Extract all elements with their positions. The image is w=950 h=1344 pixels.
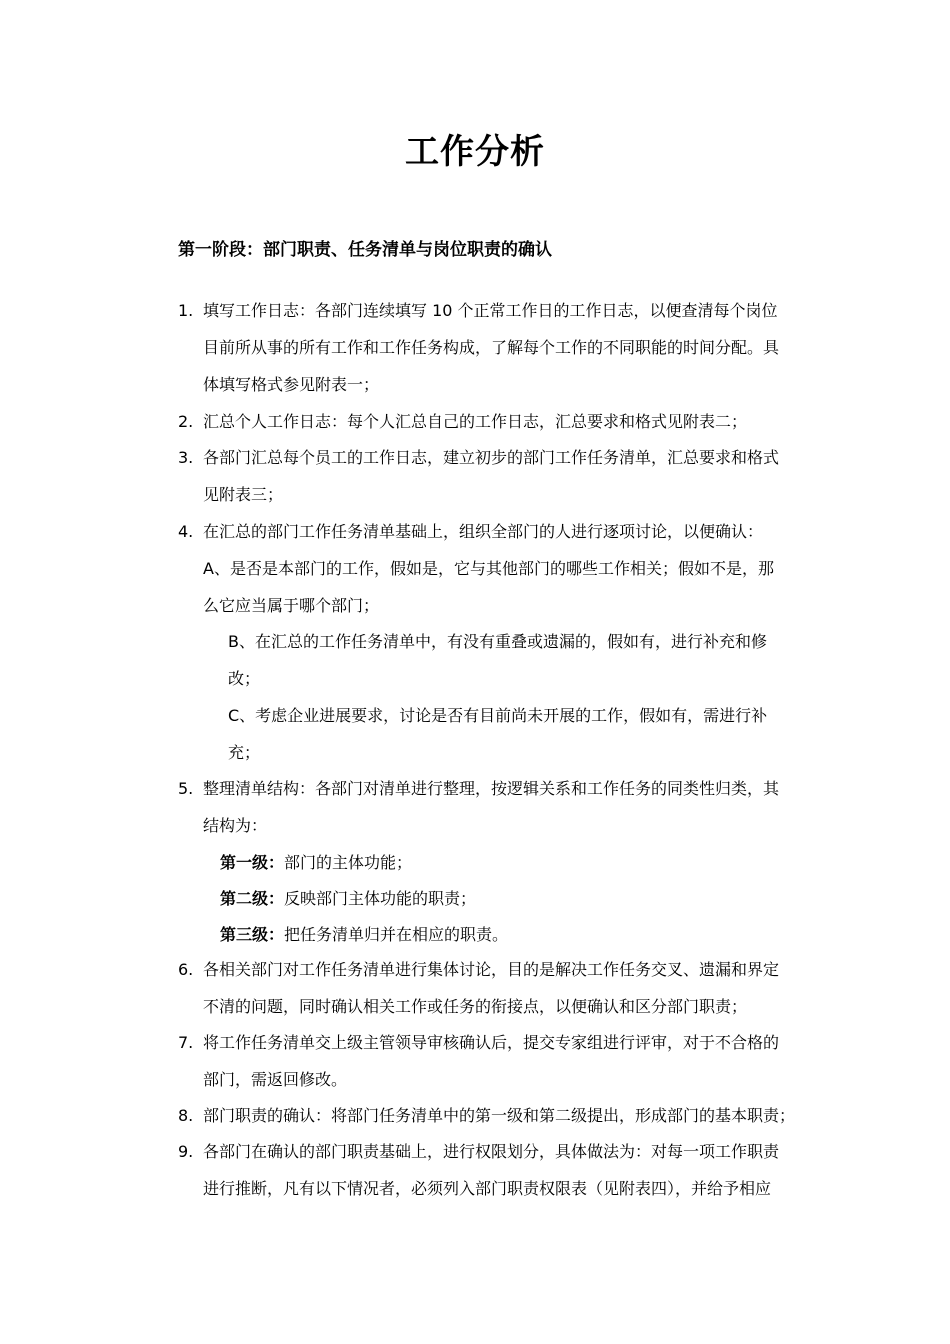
list-item-number: 9. bbox=[178, 1142, 194, 1161]
list-item-text: 结构为： bbox=[203, 816, 268, 835]
list-item-text: 填写工作日志：各部门连续填写 10 个正常工作日的工作日志，以便查清每个岗位 bbox=[203, 301, 778, 320]
list-item-text: 见附表三； bbox=[203, 485, 284, 504]
list-item-number: 7. bbox=[178, 1033, 194, 1052]
list-item-text: 在汇总的部门工作任务清单基础上，组织全部门的人进行逐项讨论，以便确认： bbox=[203, 522, 764, 541]
structure-level-text: 部门的主体功能； bbox=[284, 853, 413, 872]
list-item-text: 不清的问题，同时确认相关工作或任务的衔接点，以便确认和区分部门职责； bbox=[203, 997, 748, 1016]
list-item-text: 各相关部门对工作任务清单进行集体讨论，目的是解决工作任务交叉、遗漏和界定 bbox=[203, 960, 780, 979]
section-heading: 第一阶段：部门职责、任务清单与岗位职责的确认 bbox=[178, 240, 552, 260]
list-item-number: 1. bbox=[178, 301, 194, 320]
structure-level bbox=[220, 923, 508, 947]
list-item-subtext: 充； bbox=[228, 743, 261, 762]
list-item-text: 体填写格式参见附表一； bbox=[203, 375, 380, 394]
list-item-text: 么它应当属于哪个部门； bbox=[203, 596, 380, 615]
structure-level-label: 第二级： bbox=[220, 889, 285, 908]
list-item-subtext: B、在汇总的工作任务清单中，有没有重叠或遗漏的，假如有，进行补充和修 bbox=[228, 632, 767, 651]
list-item-number: 2. bbox=[178, 412, 194, 431]
list-item-text: 部门，需返回修改。 bbox=[203, 1070, 348, 1089]
list-item-subtext: C、考虑企业进展要求，讨论是否有目前尚未开展的工作，假如有，需进行补 bbox=[228, 706, 768, 725]
list-item-text: 进行推断，凡有以下情况者，必须列入部门职责权限表（见附表四），并给予相应 bbox=[203, 1179, 772, 1198]
structure-level-label: 第三级： bbox=[220, 925, 285, 944]
list-item-number: 6. bbox=[178, 960, 194, 979]
list-item-number: 8. bbox=[178, 1106, 194, 1125]
structure-level bbox=[220, 887, 476, 911]
structure-level bbox=[220, 851, 412, 875]
list-item-text: 汇总个人工作日志：每个人汇总自己的工作日志，汇总要求和格式见附表二； bbox=[203, 412, 748, 431]
list-item-text: 将工作任务清单交上级主管领导审核确认后，提交专家组进行评审，对于不合格的 bbox=[203, 1033, 780, 1052]
list-item-text: 部门职责的确认：将部门任务清单中的第一级和第二级提出，形成部门的基本职责； bbox=[203, 1106, 796, 1125]
list-item-number: 3. bbox=[178, 448, 194, 467]
list-item-number: 5. bbox=[178, 779, 194, 798]
structure-level-label: 第一级： bbox=[220, 853, 285, 872]
structure-level-text: 把任务清单归并在相应的职责。 bbox=[284, 925, 509, 944]
list-item-text: 各部门汇总每个员工的工作日志，建立初步的部门工作任务清单，汇总要求和格式 bbox=[203, 448, 780, 467]
document-title: 工作分析 bbox=[405, 132, 545, 172]
structure-level-text: 反映部门主体功能的职责； bbox=[284, 889, 477, 908]
list-item-text: 整理清单结构：各部门对清单进行整理，按逻辑关系和工作任务的同类性归类，其 bbox=[203, 779, 780, 798]
list-item-text: A、是否是本部门的工作，假如是，它与其他部门的哪些工作相关；假如不是，那 bbox=[203, 559, 774, 578]
list-item-number: 4. bbox=[178, 522, 194, 541]
list-item-subtext: 改； bbox=[228, 669, 261, 688]
list-item-text: 目前所从事的所有工作和工作任务构成，了解每个工作的不同职能的时间分配。具 bbox=[203, 338, 780, 357]
list-item-text: 各部门在确认的部门职责基础上，进行权限划分，具体做法为：对每一项工作职责 bbox=[203, 1142, 780, 1161]
